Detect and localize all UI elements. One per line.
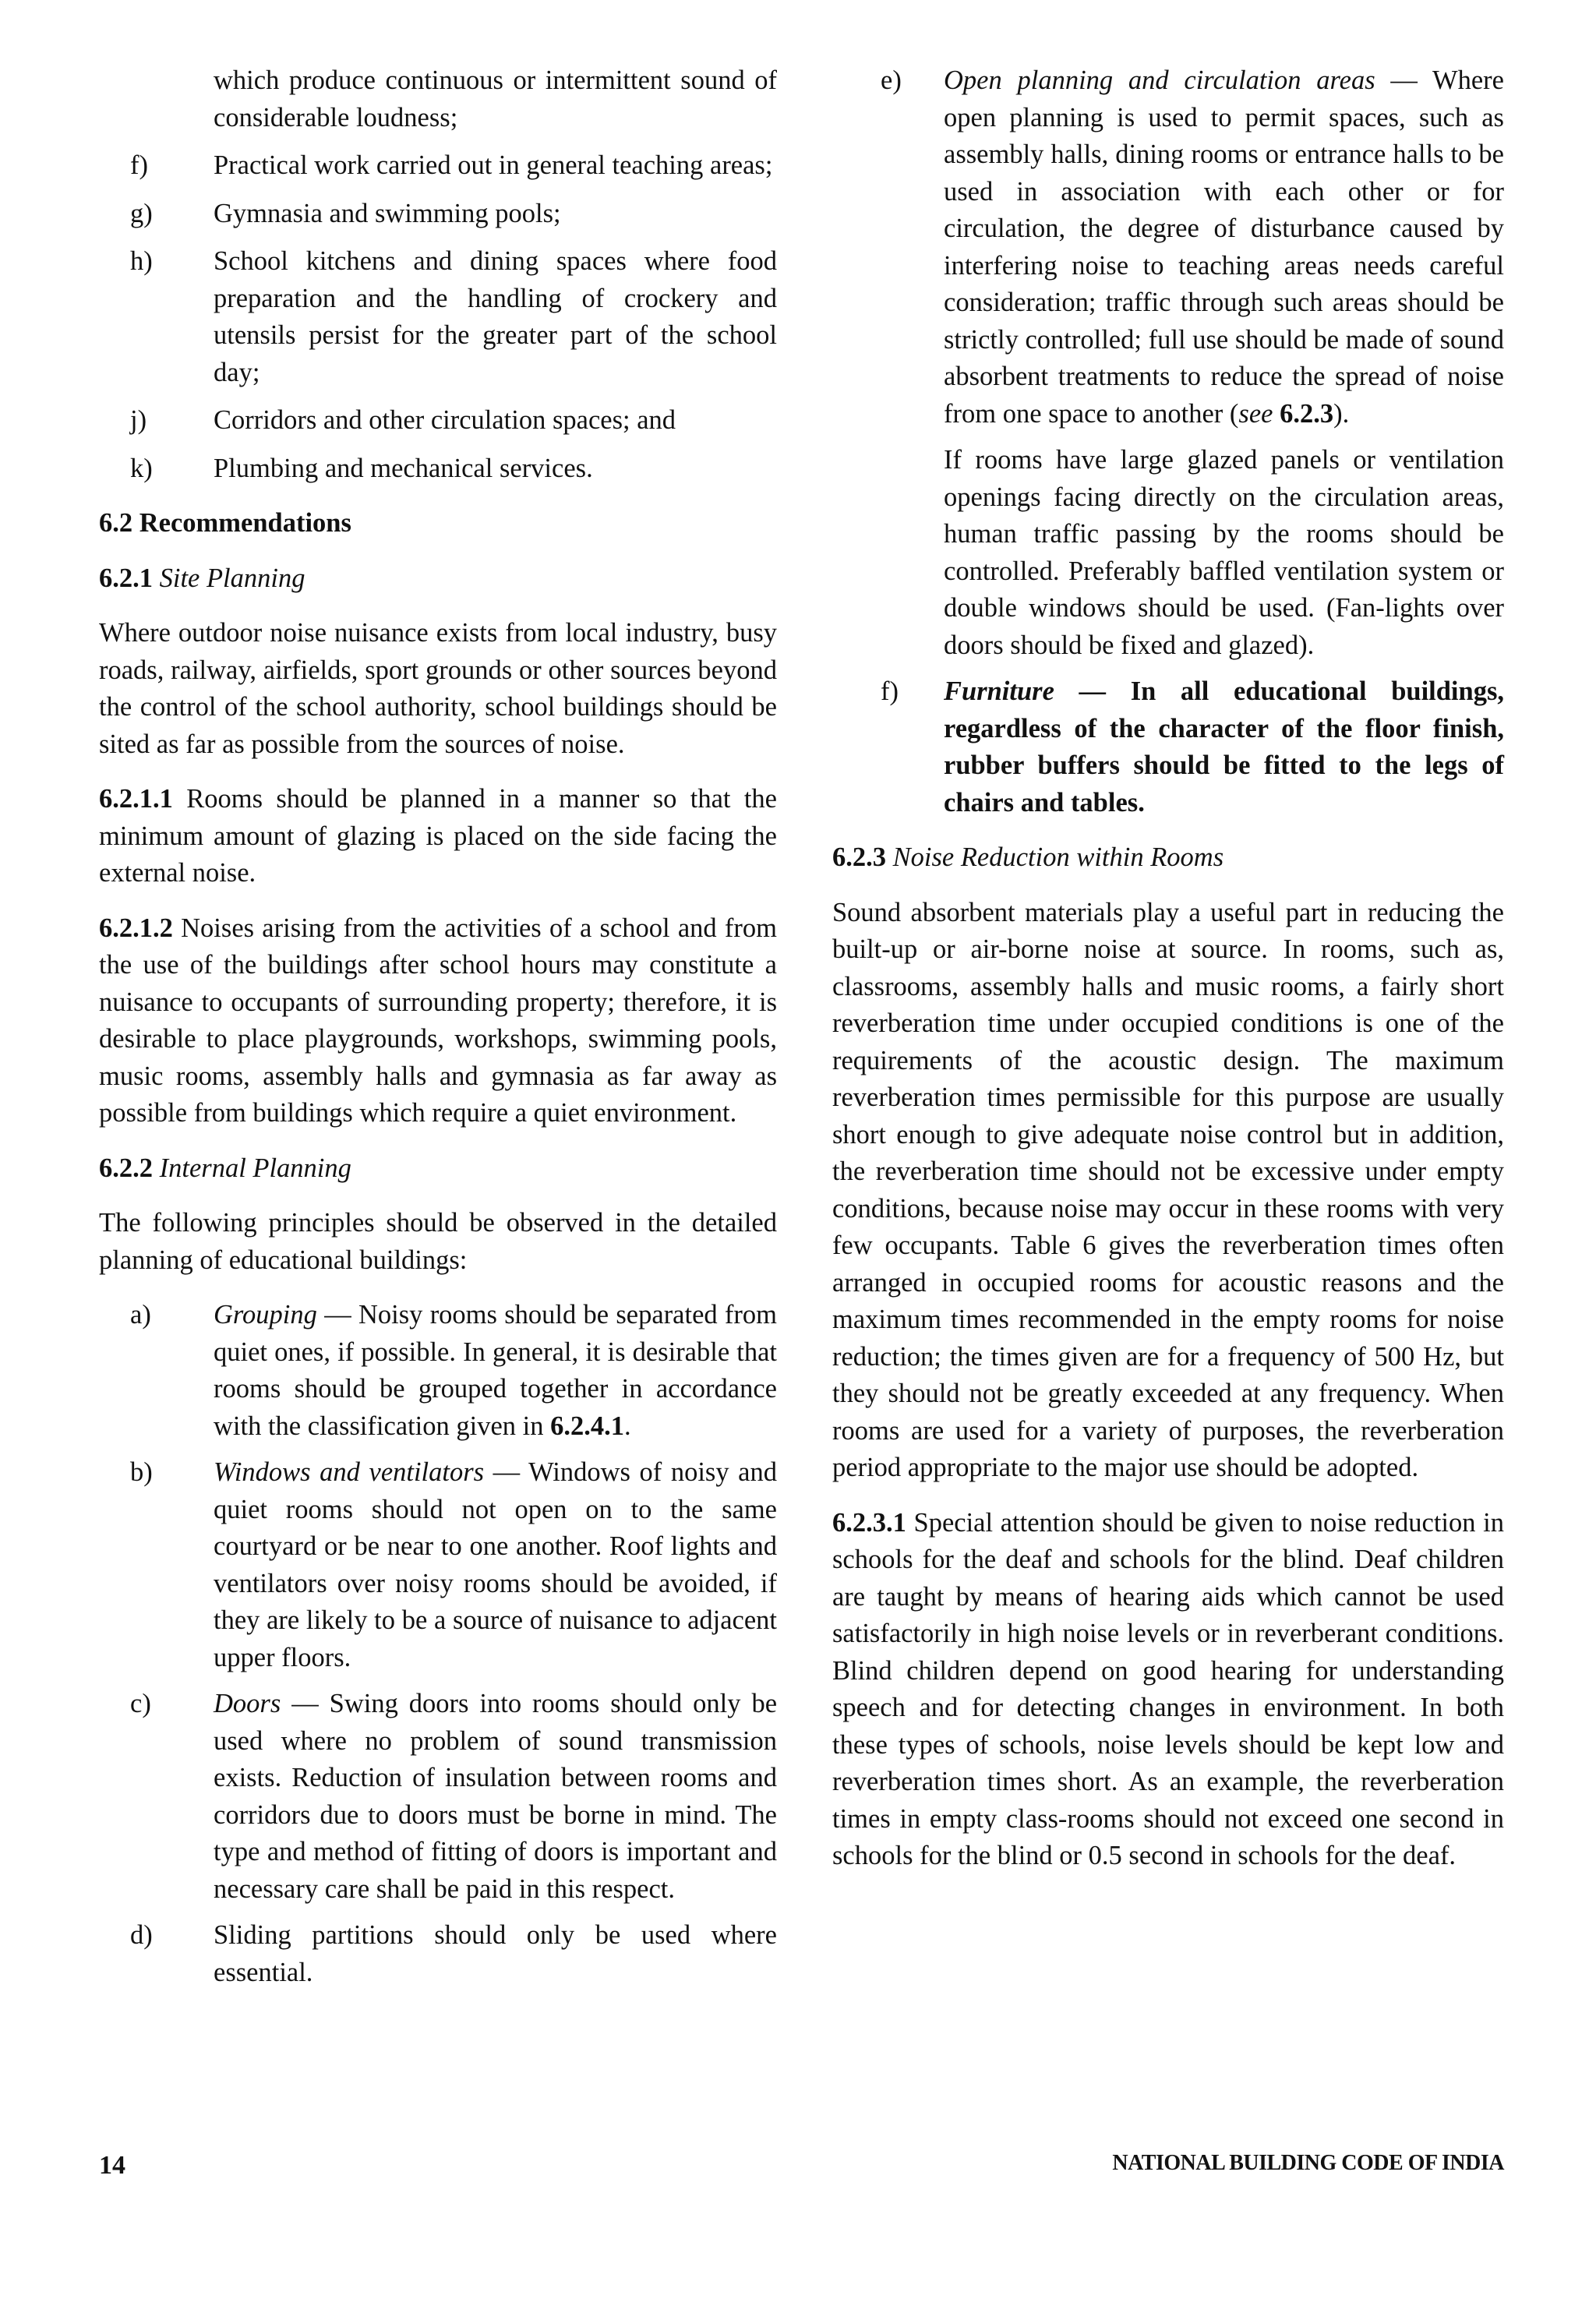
list-item-label: f) — [881, 676, 899, 706]
list-item — [99, 402, 777, 440]
clause-text: Rooms should be planned in a manner so that the minimum amount of glazing is placed on the side facing the external noise. — [99, 784, 777, 888]
punctuation: . — [623, 1411, 631, 1441]
list-item-text: Sliding partitions should only be used where essential. — [214, 1920, 777, 1987]
cross-reference: 6.2.4.1 — [550, 1411, 624, 1441]
internal-planning-paragraph: The following principles should be observed in the detailed planning of educational buildings: — [99, 1208, 777, 1275]
list-item-label: d) — [130, 1920, 153, 1950]
term: Furniture — [944, 676, 1054, 706]
list-item-label: g) — [130, 198, 153, 228]
planning-item-grouping — [99, 1297, 777, 1445]
section-heading-6-2-1 — [99, 560, 777, 598]
section-number: 6.2.3 — [832, 842, 886, 872]
clause-text: Noises arising from the activities of a school and from the use of the buildings after school hours may constitute a nuisance to occupants of surrounding property; therefore, it is desirable to place playgrounds, workshops, swimming pools, music rooms, assembly halls and gymnasia as far away as possible from buildings which require a quiet environment. — [99, 913, 777, 1128]
list-item-text: In all educational buildings, regardless of the character of the floor finish, rubber buffers should be fitted to the legs of chairs and tables. — [944, 676, 1505, 818]
list-item-label: c) — [130, 1689, 151, 1718]
dash: — — [1054, 676, 1131, 706]
planning-item-furniture — [832, 673, 1504, 821]
list-item-label: k) — [130, 453, 153, 483]
list-item-label: h) — [130, 246, 153, 276]
dash: — — [281, 1689, 330, 1718]
list-item — [99, 147, 777, 185]
section-title: Internal Planning — [159, 1153, 351, 1183]
clause-6-2-1-1 — [99, 781, 777, 892]
section-title: Site Planning — [159, 563, 305, 593]
list-item-text: Corridors and other circulation spaces; and — [214, 405, 676, 435]
clause-6-2-1-2 — [99, 910, 777, 1132]
cross-reference: 6.2.3 — [1280, 398, 1334, 429]
list-item-label: j) — [130, 405, 147, 435]
list-item — [99, 450, 777, 488]
term: Windows and ventilators — [214, 1457, 485, 1487]
section-heading-6-2-2 — [99, 1150, 777, 1188]
list-item-label: f) — [130, 150, 148, 180]
dash: — — [316, 1300, 358, 1330]
dash: — — [1375, 65, 1433, 95]
clause-number: 6.2.3.1 — [832, 1507, 906, 1538]
see-word: see — [1238, 398, 1273, 429]
planning-item-sliding-partitions — [99, 1917, 777, 1991]
list-item-text: Plumbing and mechanical services. — [214, 453, 593, 483]
section-number: 6.2.1 — [99, 563, 153, 593]
clause-number: 6.2.1.2 — [99, 913, 173, 943]
open-planning-continuation: If rooms have large glazed panels or ventilation openings facing directly on the circulation areas, human traffic passing by the rooms should be controlled. Preferably baffled ventilation system or double windows should be used. (Fan-lights over doors should be fixed and glazed). — [944, 445, 1504, 660]
continued-list-text: which produce continuous or intermittent sound of considerable loudness; — [214, 65, 777, 132]
section-heading-6-2 — [99, 505, 777, 542]
term: Grouping — [214, 1300, 317, 1330]
planning-item-windows — [99, 1454, 777, 1676]
section-number: 6.2 — [99, 508, 133, 538]
planning-item-open-planning — [832, 62, 1504, 433]
list-item-text: School kitchens and dining spaces where food preparation and the handling of crockery and utensils persist for the greater part of the school day; — [214, 246, 777, 387]
term: Open planning and circulation areas — [944, 65, 1375, 95]
clause-6-2-3-1 — [832, 1505, 1504, 1875]
page-number: 14 — [99, 2151, 125, 2180]
section-heading-6-2-3 — [832, 839, 1504, 877]
noise-reduction-paragraph: Sound absorbent materials play a useful part in reducing the built-up or air-borne noise at source. In rooms, such as, classrooms, assembly halls and music rooms, a fairly short reverberation time under occupied conditions is one of the requirements of the acoustic design. The maximum reverberation times permissible for this purpose are usually short enough to give adequate noise control but in addition, the reverberation time should not be excessive under empty conditions, because noise may occur in these rooms with very few occupants. Table 6 gives the reverberation times often arranged in occupied rooms for acoustic reasons and the maximum times recommended in the empty rooms for noise reduction; the times given are for a frequency of 500 Hz, but they should not be greatly exceeded at any frequency. When rooms are used for a variety of purposes, the reverberation period appropriate to the major use should be adopted. — [832, 897, 1504, 1482]
section-title: Noise Reduction within Rooms — [892, 842, 1224, 872]
right-column — [832, 62, 1504, 1875]
clause-text: Special attention should be given to noise reduction in schools for the deaf and schools for the blind. Deaf children are taught by means of hearing aids which cannot be used satisfactorily in high noise levels or in reverberant conditions. Blind children depend on good hearing for understanding speech and for detecting changes in environment. In both these types of schools, noise levels should be kept low and reverberation times short. As an example, the reverberation times in empty class-rooms should not exceed one second in schools for the blind or 0.5 second in schools for the deaf. — [832, 1507, 1505, 1870]
list-item-label: a) — [130, 1300, 151, 1330]
site-planning-paragraph: Where outdoor noise nuisance exists from local industry, busy roads, railway, airfields, sport grounds or other sources beyond the control of the school authority, school buildings should be sited as far as possible from the sources of noise. — [99, 618, 777, 759]
list-item-text: Practical work carried out in general teaching areas; — [214, 150, 773, 180]
term: Doors — [214, 1689, 281, 1718]
list-item — [99, 243, 777, 391]
punctuation: ). — [1333, 398, 1350, 429]
running-footer-title: NATIONAL BUILDING CODE OF INDIA — [1112, 2151, 1504, 2175]
clause-number: 6.2.1.1 — [99, 784, 173, 814]
section-title: Recommendations — [139, 508, 351, 538]
list-item-label: b) — [130, 1457, 153, 1487]
list-item — [99, 196, 777, 233]
list-item-text: Gymnasia and swimming pools; — [214, 198, 561, 228]
list-item-text: Windows of noisy and quiet rooms should not open on to the same courtyard or be near to one another. Roof lights and ventilators over noisy rooms should be avoided, if they are likely to be a source of nuisance to adjacent upper floors. — [214, 1457, 777, 1672]
dash: — — [484, 1457, 529, 1487]
left-column — [99, 62, 777, 1991]
list-item-text: Where open planning is used to permit spaces, such as assembly halls, dining rooms or entrance halls to be used in association with each other or for circulation, the degree of disturbance caused by interfering noise to teaching areas needs careful consideration; traffic through such areas should be strictly controlled; full use should be made of sound absorbent treatments to reduce the spread of noise from one space to another ( — [944, 65, 1504, 429]
list-item-text: Noisy rooms should be separated from quiet ones, if possible. In general, it is desirable that rooms should be grouped together in accordance with the classification given in — [214, 1300, 777, 1441]
planning-item-doors — [99, 1686, 777, 1908]
list-item-label: e) — [881, 65, 902, 95]
list-item-text: Swing doors into rooms should only be used where no problem of sound transmission exists. Reduction of insulation between rooms and corridors due to doors must be borne in mind. The type and method of fitting of doors is important and necessary care shall be paid in this respect. — [214, 1689, 778, 1904]
section-number: 6.2.2 — [99, 1153, 153, 1183]
